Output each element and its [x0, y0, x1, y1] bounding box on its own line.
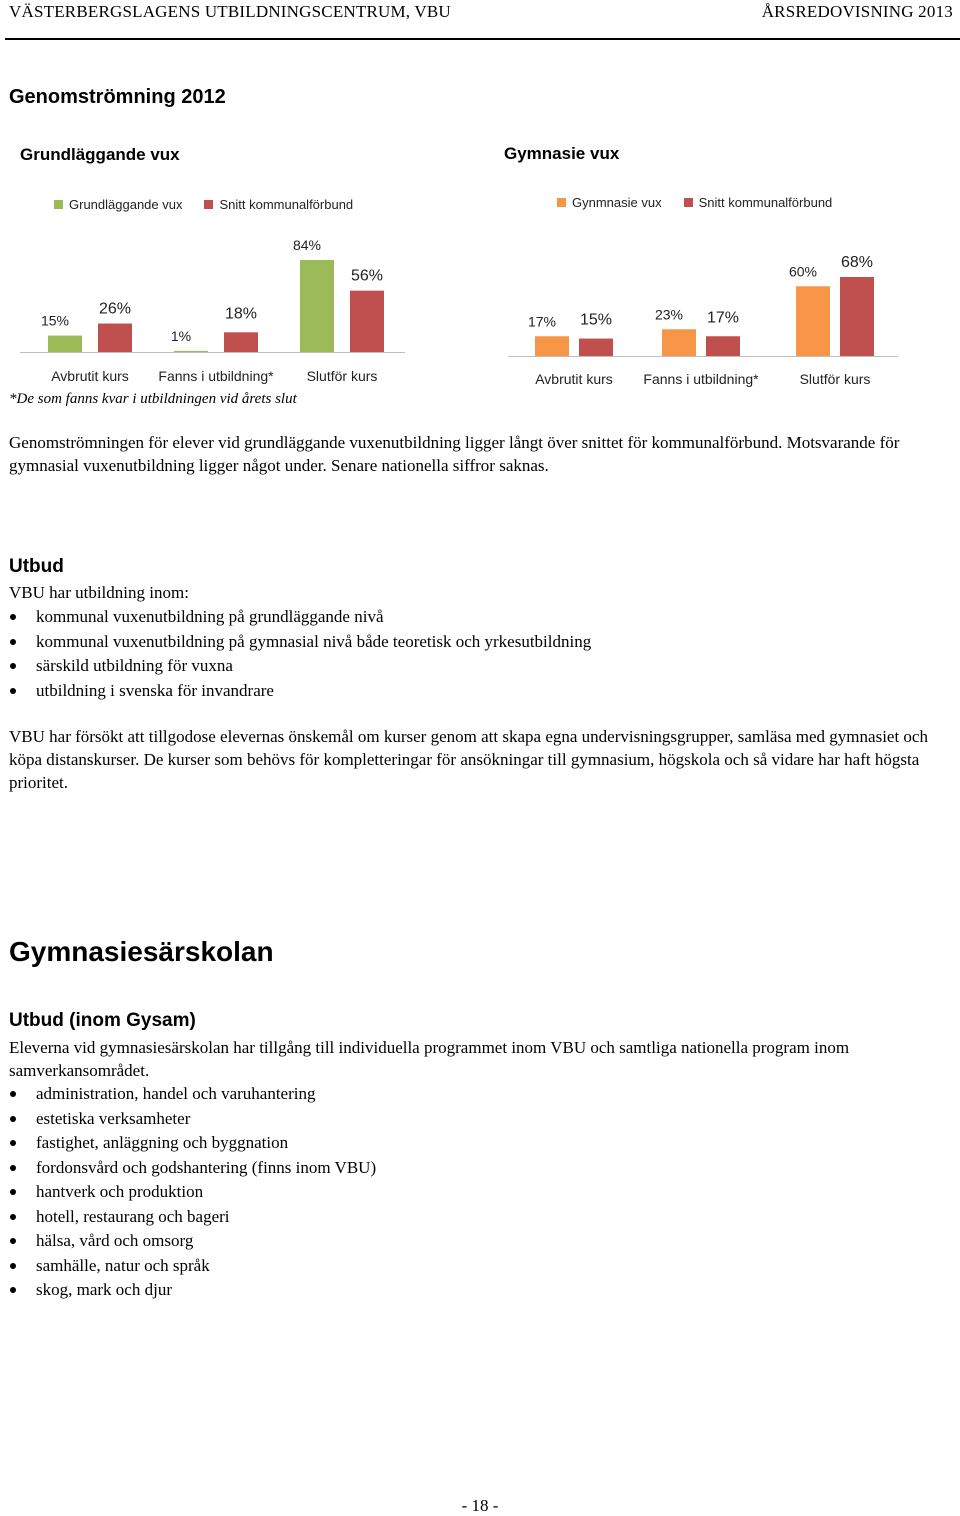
data-label: 15%	[579, 311, 613, 329]
list-item	[0, 605, 591, 630]
gymnasiesarskolan-heading: Gymnasiesärskolan	[9, 936, 274, 967]
header-left: VÄSTERBERGSLAGENS UTBILDNINGSCENTRUM, VBU	[9, 2, 451, 21]
list-item	[0, 1180, 376, 1205]
legend-item-snitt	[204, 197, 353, 212]
list-item	[0, 1229, 376, 1254]
list-item	[0, 1131, 376, 1156]
chart-legend-gymnasie	[557, 195, 854, 210]
category-label: Avbrutit kurs	[535, 371, 613, 387]
category-label: Slutför kurs	[306, 368, 378, 384]
bullet-icon	[10, 1238, 16, 1244]
legend-swatch	[557, 198, 566, 207]
bar-snitt	[706, 336, 740, 356]
list-item-text: administration, handel och varuhantering	[36, 1084, 316, 1103]
bar-snitt	[98, 324, 132, 352]
bar-snitt	[840, 277, 874, 356]
bar-snitt	[579, 339, 613, 356]
bullet-icon	[10, 1116, 16, 1122]
data-label: 1%	[170, 327, 192, 344]
bar-primary	[300, 260, 334, 352]
utbud-heading: Utbud	[9, 556, 64, 577]
list-item-text: fastighet, anläggning och byggnation	[36, 1133, 289, 1152]
list-item-text: särskild utbildning för vuxna	[36, 656, 233, 675]
bullet-icon	[10, 1214, 16, 1220]
bar-primary	[174, 351, 208, 352]
list-item	[0, 1107, 376, 1132]
legend-item-snitt	[684, 195, 833, 210]
list-item-text: skog, mark och djur	[36, 1280, 172, 1299]
list-item	[0, 654, 591, 679]
bar-snitt	[224, 332, 258, 352]
bullet-icon	[10, 1091, 16, 1097]
category-label: Avbrutit kurs	[51, 368, 129, 384]
list-item	[0, 1156, 376, 1181]
list-item-text: utbildning i svenska för invandrare	[36, 680, 274, 700]
legend-label: Snitt kommunalförbund	[698, 195, 833, 210]
gysam-intro: Eleverna vid gymnasiesärskolan har tillgång till individuella programmet inom VBU och samtliga nationella program inom samverkansområdet.	[9, 1038, 850, 1080]
list-item	[0, 1278, 376, 1303]
gysam-subheading: Utbud (inom Gysam)	[9, 1010, 196, 1031]
utbud-list	[0, 605, 591, 703]
list-item-text: estetiska verksamheter	[36, 1108, 191, 1128]
chart-grundlaggande-vux	[0, 225, 480, 390]
utbud-body: VBU har försökt att tillgodose elevernas önskemål om kurser genom att skapa egna undervisningsgrupper, samläsa med gymnasiet och köpa distanskurser. De kurser som behövs för kompletteringar för ansökningar till gymnasium, högskola och så vidare har haft högsta prioritet.	[9, 727, 928, 792]
bar-snitt	[350, 291, 384, 352]
data-label: 56%	[350, 267, 384, 285]
legend-label: Grundläggande vux	[69, 197, 183, 212]
legend-swatch	[204, 200, 213, 209]
list-item	[0, 1082, 376, 1107]
list-item-text: hälsa, vård och omsorg	[36, 1231, 194, 1250]
category-label: Fanns i utbildning*	[158, 368, 274, 384]
bullet-icon	[10, 688, 16, 694]
data-label: 68%	[840, 254, 874, 271]
list-item-text: kommunal vuxenutbildning på gymnasial nivå både teoretisk och yrkesutbildning	[36, 631, 592, 651]
data-label: 84%	[292, 237, 322, 253]
page-number: - 18 -	[461, 1496, 499, 1515]
chart-legend-grundlaggande	[54, 197, 375, 212]
data-label: 23%	[654, 306, 684, 323]
bullet-icon	[10, 1263, 16, 1269]
bullet-icon	[10, 639, 16, 645]
bar-primary	[662, 329, 696, 356]
chart-title-grundlaggande: Grundläggande vux	[20, 145, 180, 164]
data-label: 26%	[98, 300, 132, 318]
category-label: Slutför kurs	[799, 371, 871, 387]
summary-paragraph: Genomströmningen för elever vid grundläggande vuxenutbildning ligger långt över snittet för kommunalförbund. Motsvarande för gymnasial vuxenutbildning ligger något under. Senare nationella siffror saknas.	[9, 433, 900, 475]
data-label: 15%	[40, 312, 70, 329]
legend-swatch	[684, 198, 693, 207]
bar-primary	[796, 286, 830, 356]
legend-item-gymnasie-vux	[557, 195, 662, 210]
chart-gymnasie-vux	[480, 225, 960, 390]
list-item-text: samhälle, natur och språk	[36, 1255, 210, 1275]
list-item	[0, 1254, 376, 1279]
data-label: 17%	[527, 313, 557, 330]
bullet-icon	[10, 1165, 16, 1171]
program-list	[0, 1082, 376, 1303]
bullet-icon	[10, 1140, 16, 1146]
section-title: Genomströmning 2012	[9, 86, 226, 108]
category-label: Fanns i utbildning*	[643, 371, 759, 387]
list-item	[0, 679, 591, 704]
legend-item-grundlaggande-vux	[54, 197, 182, 212]
list-item-text: kommunal vuxenutbildning på grundläggande nivå	[36, 607, 384, 626]
bullet-icon	[10, 1287, 16, 1293]
list-item	[0, 1205, 376, 1230]
data-label: 60%	[788, 263, 818, 280]
header-divider	[5, 38, 960, 40]
chart-footnote: *De som fanns kvar i utbildningen vid årets slut	[9, 391, 297, 407]
legend-label: Snitt kommunalförbund	[219, 197, 354, 212]
list-item-text: hantverk och produktion	[36, 1182, 204, 1201]
utbud-intro: VBU har utbildning inom:	[9, 583, 189, 602]
header-right: ÅRSREDOVISNING 2013	[761, 2, 953, 21]
legend-swatch	[54, 200, 63, 209]
data-label: 18%	[224, 305, 258, 323]
data-label: 17%	[706, 309, 740, 327]
bullet-icon	[10, 1189, 16, 1195]
chart-title-gymnasie: Gymnasie vux	[504, 144, 620, 163]
list-item	[0, 630, 591, 655]
bar-primary	[535, 336, 569, 356]
bar-primary	[48, 336, 82, 352]
list-item-text: fordonsvård och godshantering (finns inom VBU)	[36, 1157, 377, 1177]
bullet-icon	[10, 663, 16, 669]
bullet-icon	[10, 614, 16, 620]
list-item-text: hotell, restaurang och bageri	[36, 1206, 230, 1226]
legend-label: Gynmnasie vux	[572, 195, 662, 210]
